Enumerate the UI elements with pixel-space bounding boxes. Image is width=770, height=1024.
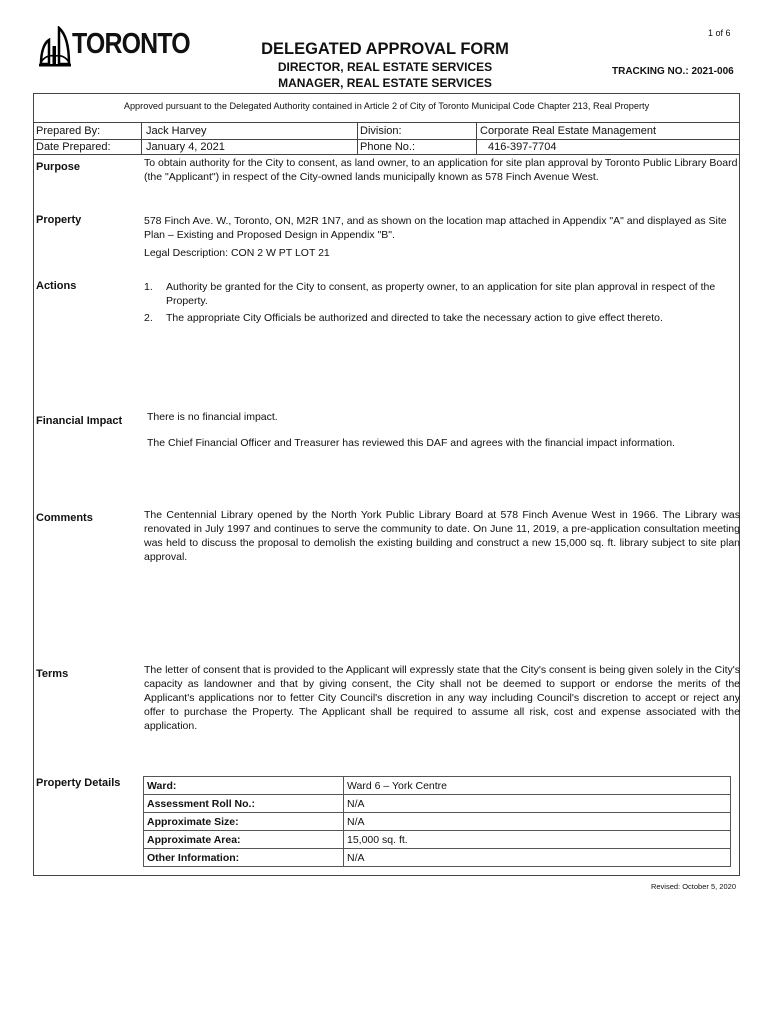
divider xyxy=(476,122,477,154)
prepared-by-label: Prepared By: xyxy=(36,125,101,137)
property-details-label: Property Details xyxy=(36,777,121,789)
cfo-review-text: The Chief Financial Officer and Treasurer has reviewed this DAF and agrees with the financial impact information. xyxy=(147,437,675,449)
other-information-value: N/A xyxy=(344,849,731,867)
divider xyxy=(33,154,740,155)
table-row xyxy=(144,813,731,831)
list-item-number: 1. xyxy=(144,281,153,293)
ward-key: Ward: xyxy=(144,777,344,795)
division-label: Division: xyxy=(360,125,402,137)
divider xyxy=(357,122,358,154)
other-information-key: Other Information: xyxy=(144,849,344,867)
page-number: 1 of 6 xyxy=(708,28,731,38)
table-row xyxy=(144,849,731,867)
approximate-area-key: Approximate Area: xyxy=(144,831,344,849)
assessment-roll-value: N/A xyxy=(344,795,731,813)
division-value: Corporate Real Estate Management xyxy=(480,125,657,137)
assessment-roll-key: Assessment Roll No.: xyxy=(144,795,344,813)
terms-text: The letter of consent that is provided to the Applicant will expressly state that the City's consent is being given solely in the City's capacity as landowner and that by giving consent, the City shall not be deemed to support or endorse the merits of the Applicant's applications nor to fetter City Council's discretion in any way including Council's discretion to accept or reject any offer to purchase the Property. The Applicant shall be required to assume all risk, cost and expense associated with the application. xyxy=(144,664,740,732)
date-prepared-label: Date Prepared: xyxy=(36,141,111,153)
legal-description: Legal Description: CON 2 W PT LOT 21 xyxy=(144,247,330,259)
logo-wordmark: TORONTO xyxy=(72,28,190,60)
property-text: 578 Finch Ave. W., Toronto, ON, M2R 1N7, and as shown on the location map attached in Appendix "A" and displayed as Site Plan – Existing and Proposed Design in Appendix "B". xyxy=(144,215,727,241)
divider xyxy=(33,139,740,140)
property-label: Property xyxy=(36,214,82,226)
approximate-size-value: N/A xyxy=(344,813,731,831)
ward-value: Ward 6 – York Centre xyxy=(344,777,731,795)
table-row xyxy=(144,795,731,813)
approximate-area-value: 15,000 sq. ft. xyxy=(344,831,731,849)
property-details-table xyxy=(143,776,731,867)
purpose-label: Purpose xyxy=(36,161,81,173)
list-item-text: The appropriate City Officials be authorized and directed to take the necessary action to give effect thereto. xyxy=(166,312,663,324)
toronto-logo xyxy=(38,26,190,70)
phone-value: 416-397-7704 xyxy=(488,141,557,153)
tracking-number: TRACKING NO.: 2021-006 xyxy=(612,66,734,77)
financial-impact-text: There is no financial impact. xyxy=(147,411,278,423)
table-row xyxy=(144,777,731,795)
comments-text: The Centennial Library opened by the North York Public Library Board at 578 Finch Avenue West in 1966. The Library was renovated in July 1997 and continues to serve the community to date. On June 11, 2019, a pre-application consultation meeting was held to discuss the proposal to demolish the existing building and construct a new 15,000 sq. ft. library subject to site plan approval. xyxy=(144,509,740,563)
list-item-text: Authority be granted for the City to consent, as property owner, to an application for site plan approval in respect of the Property. xyxy=(166,281,716,307)
comments-label: Comments xyxy=(36,512,93,524)
form-subtitle-director: DIRECTOR, REAL ESTATE SERVICES xyxy=(277,60,493,74)
approval-statement: Approved pursuant to the Delegated Authority contained in Article 2 of City of Toronto Municipal Code Chapter 213, Real Property xyxy=(123,101,650,111)
purpose-text: To obtain authority for the City to consent, as land owner, to an application for site plan approval by Toronto Public Library Board (the "Applicant") in respect of the City-owned lands municipally known as 578 Finch Avenue West. xyxy=(144,157,738,183)
phone-label: Phone No.: xyxy=(360,141,416,153)
divider xyxy=(33,122,740,123)
form-title: DELEGATED APPROVAL FORM xyxy=(261,40,509,58)
approximate-size-key: Approximate Size: xyxy=(144,813,344,831)
form-subtitle-manager: MANAGER, REAL ESTATE SERVICES xyxy=(278,76,492,90)
table-row xyxy=(144,831,731,849)
terms-label: Terms xyxy=(36,668,69,680)
list-item-number: 2. xyxy=(144,312,153,324)
revised-date: Revised: October 5, 2020 xyxy=(650,882,736,891)
actions-label: Actions xyxy=(36,280,77,292)
divider xyxy=(141,122,142,154)
form-frame xyxy=(33,93,740,876)
actions-list xyxy=(144,280,740,340)
city-hall-icon xyxy=(38,26,74,70)
date-prepared-value: January 4, 2021 xyxy=(146,141,225,153)
financial-impact-label: Financial Impact xyxy=(36,415,123,427)
prepared-by-value: Jack Harvey xyxy=(146,125,207,137)
